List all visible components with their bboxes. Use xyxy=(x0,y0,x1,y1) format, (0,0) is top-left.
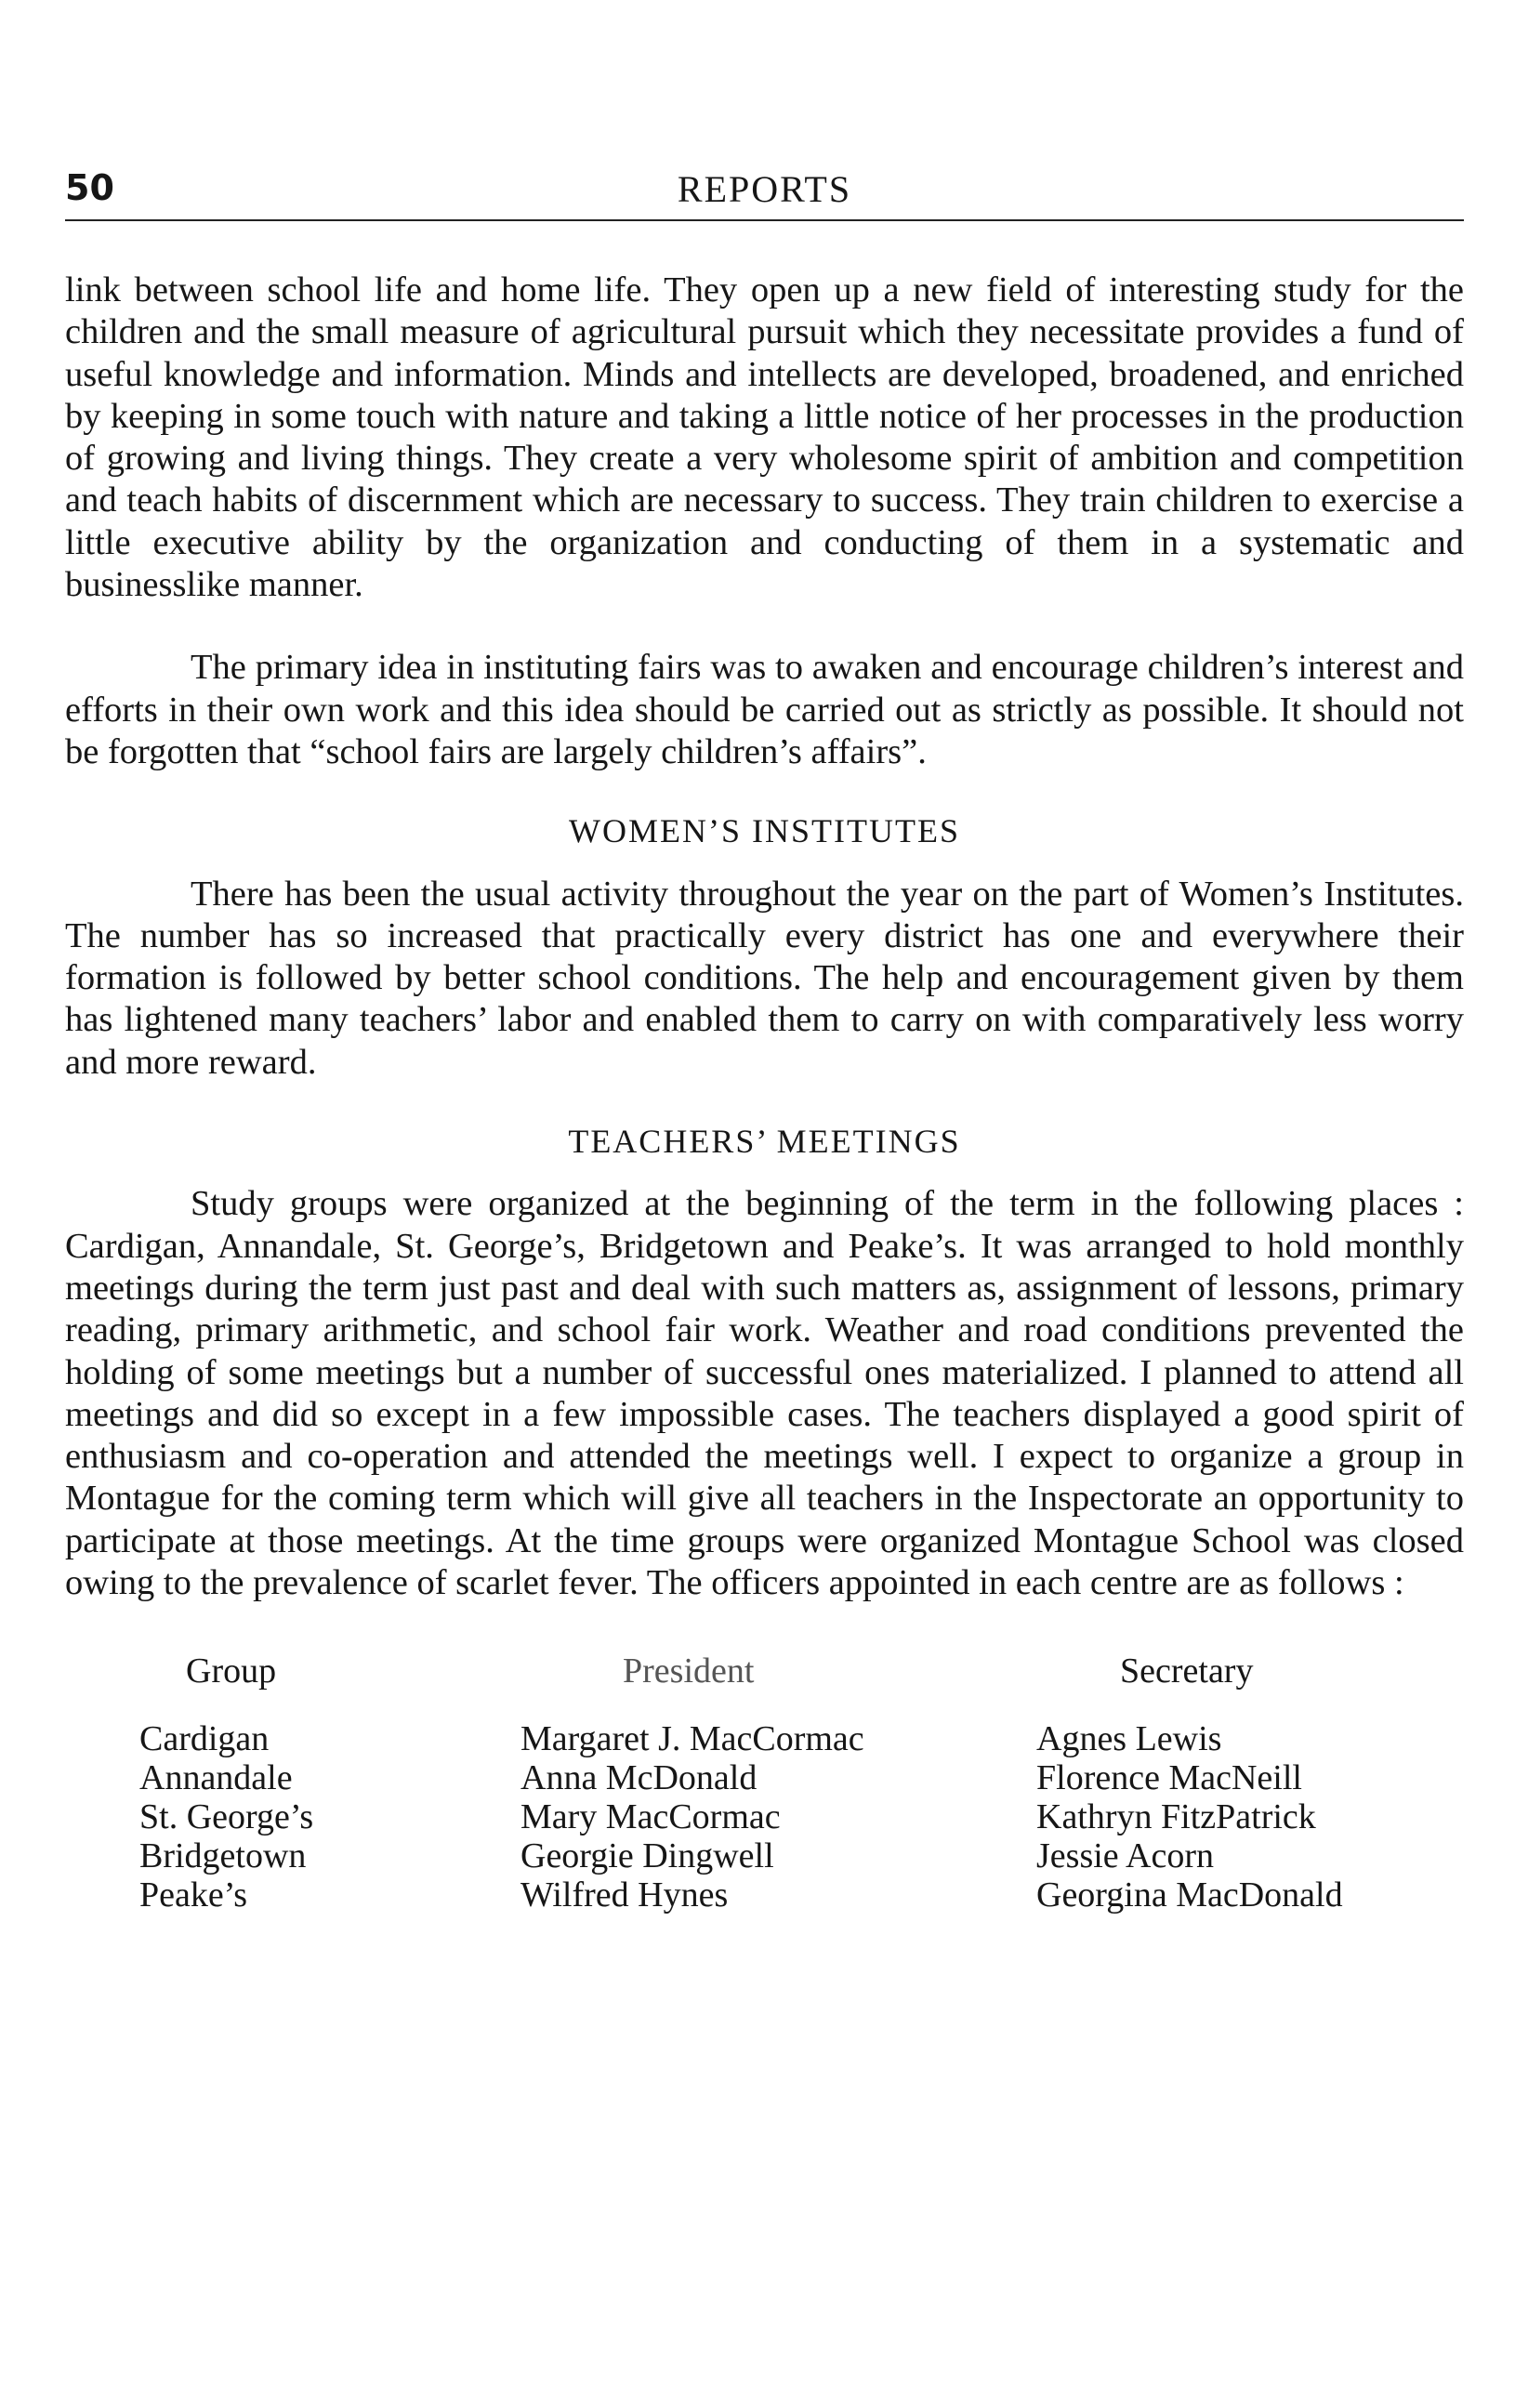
secretary-cell: Georgina MacDonald xyxy=(1036,1875,1343,1915)
president-cell: Georgie Dingwell xyxy=(520,1836,774,1875)
group-cell: Peake’s xyxy=(139,1875,248,1915)
secretary-cell: Florence MacNeill xyxy=(1036,1757,1302,1797)
column-header-president: President xyxy=(623,1651,755,1691)
secretary-cell: Kathryn FitzPatrick xyxy=(1036,1796,1316,1836)
paragraph-womens-institutes: There has been the usual activity throughout the year on the part of Women’s Institutes. The number has so increased that practically every district has one and everywhere their formation is followed by better school conditions. The help and encouragement given by them has lightened many teachers’ labor and enabled them to carry on with comparatively less worry and more reward. xyxy=(65,874,1464,1082)
heading-womens-institutes: WOMEN’S INSTITUTES xyxy=(569,812,960,850)
president-cell: Anna McDonald xyxy=(520,1757,758,1797)
page-number: 50 xyxy=(65,167,114,208)
paragraph-school-fairs-benefits: link between school life and home life. They open up a new field of interesting study for the children and the small measure of agricultural pursuit which they necessitate provides a fund of useful knowledge and information. Minds and intellects are developed, broadened, and enriched by keeping in some touch with nature and taking a little notice of her processes in the production of growing and living things. They create a very wholesome spirit of ambition and competition and teach habits of discernment which are necessary to success. They train children to exercise a little executive ability by the organization and conducting of them in a systematic and businesslike manner. xyxy=(65,270,1464,605)
officers-column-group xyxy=(139,1651,313,1914)
paragraph-school-fairs-idea: The primary idea in instituting fairs was to awaken and encourage children’s interest and efforts in their own work and this idea should be carried out as strictly as possible. It should not be forgotten that “school fairs are largely children’s affairs”. xyxy=(65,648,1464,771)
group-cell: Annandale xyxy=(139,1757,293,1797)
president-cell: Wilfred Hynes xyxy=(520,1875,729,1915)
heading-teachers-meetings: TEACHERS’ MEETINGS xyxy=(568,1123,961,1161)
group-cell: Cardigan xyxy=(139,1718,270,1758)
group-cell: St. George’s xyxy=(139,1796,314,1836)
page-header xyxy=(65,167,1464,221)
president-cell: Margaret J. MacCormac xyxy=(520,1718,864,1758)
paragraph-teachers-meetings: Study groups were organized at the beginning of the term in the following places : Cardigan, Annandale, St. George’s, Bridgetown and Peake’s. It was arranged to hold monthly meetings during the term just past and deal with such matters as, assignment of lessons, primary reading, primary arithmetic, and school fair work. Weather and road conditions prevented the holding of some meetings but a number of successful ones materialized. I planned to attend all meetings and did so except in a few impossible cases. The teachers displayed a good spirit of enthusiasm and co-operation and attended the meetings well. I expect to organize a group in Montague for the coming term which will give all teachers in the Inspectorate an opportunity to participate at those meetings. At the time groups were organized Montague School was closed owing to the prevalence of scarlet fever. The officers appointed in each centre are as follows : xyxy=(65,1184,1464,1603)
group-cell: Bridgetown xyxy=(139,1836,307,1875)
officers-table xyxy=(65,1651,1464,1929)
officers-column-president xyxy=(520,1651,864,1914)
secretary-cell: Agnes Lewis xyxy=(1036,1718,1222,1758)
column-header-group: Group xyxy=(186,1651,277,1691)
page-body xyxy=(65,270,1464,1929)
running-head: REPORTS xyxy=(677,168,852,210)
officers-column-secretary xyxy=(1036,1651,1343,1914)
column-header-secretary: Secretary xyxy=(1120,1651,1254,1691)
president-cell: Mary MacCormac xyxy=(520,1796,781,1836)
secretary-cell: Jessie Acorn xyxy=(1036,1836,1215,1875)
